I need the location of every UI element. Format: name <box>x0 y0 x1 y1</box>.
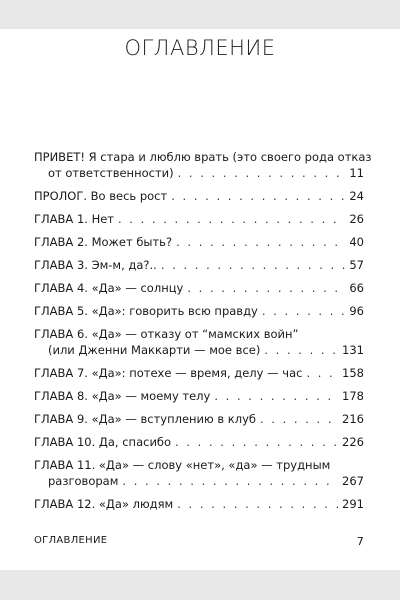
toc-entry-line2: (или Дженни Маккарти — мое все) <box>48 343 261 357</box>
toc-entry-privet <box>34 149 372 181</box>
dot-leader <box>264 342 338 358</box>
dot-leader <box>122 473 338 489</box>
toc-entry-line2: от ответственности) <box>48 166 174 180</box>
dot-leader <box>161 257 346 273</box>
toc-entry-line2: разговорам <box>48 474 119 488</box>
toc-entry-line1: ГЛАВА 6. «Да» — отказу от “мамских войн” <box>34 327 299 341</box>
toc-page-number: 40 <box>349 235 364 249</box>
toc-entry-chapter-4 <box>34 280 364 296</box>
dot-leader <box>171 188 345 204</box>
toc-entry-chapter-3 <box>34 257 364 273</box>
toc-entry-chapter-12 <box>34 496 364 512</box>
toc-entry-chapter-7 <box>34 365 364 381</box>
dot-leader <box>187 280 345 296</box>
toc-page-number: 57 <box>349 258 364 272</box>
toc-page-number: 291 <box>342 497 364 511</box>
toc-entry-label: ГЛАВА 8. «Да» — моему телу <box>34 389 211 403</box>
dot-leader <box>178 165 346 181</box>
toc-entry-label: ГЛАВА 2. Может быть? <box>34 235 173 249</box>
toc-page-number: 216 <box>342 412 364 426</box>
dot-leader <box>306 365 338 381</box>
toc-entry-line1: ГЛАВА 11. «Да» — слову «нет», «да» — трудным <box>34 458 331 472</box>
toc-entry-chapter-8 <box>34 388 364 404</box>
toc-entry-label: ГЛАВА 5. «Да»: говорить всю правду <box>34 304 258 318</box>
toc-entry-chapter-1 <box>34 211 364 227</box>
toc-entry-chapter-2 <box>34 234 364 250</box>
toc-entry-chapter-6 <box>34 326 364 358</box>
toc-page-number: 226 <box>342 435 364 449</box>
toc-page-number: 66 <box>349 281 364 295</box>
toc-page-number: 158 <box>342 366 364 380</box>
toc-page-number: 131 <box>342 343 364 357</box>
toc-page-number: 26 <box>349 212 364 226</box>
dot-leader <box>260 411 338 427</box>
toc-page-number: 267 <box>342 474 364 488</box>
toc-page-number: 11 <box>349 166 364 180</box>
toc-entry-chapter-10 <box>34 434 364 450</box>
toc-entry-chapter-5 <box>34 303 364 319</box>
dot-leader <box>214 388 338 404</box>
book-page <box>0 29 400 570</box>
dot-leader <box>262 303 346 319</box>
toc-entry-label: ГЛАВА 4. «Да» — солнцу <box>34 281 184 295</box>
dot-leader <box>176 234 345 250</box>
page-title: ОГЛАВЛЕНИЕ <box>124 36 276 60</box>
page-number: 7 <box>356 535 364 548</box>
toc-entry-prologue <box>34 188 364 204</box>
dot-leader <box>177 496 338 512</box>
toc-page-number: 96 <box>349 304 364 318</box>
dot-leader <box>175 434 338 450</box>
page-footer <box>34 535 364 548</box>
toc-entry-label: ГЛАВА 12. «Да» людям <box>34 497 174 511</box>
toc-entry-label: ГЛАВА 1. Нет <box>34 212 114 226</box>
toc-page-number: 24 <box>349 189 364 203</box>
toc-entry-label: ГЛАВА 3. Эм-м, да?.. <box>34 258 157 272</box>
toc-entry-chapter-9 <box>34 411 364 427</box>
toc-entry-label: ГЛАВА 10. Да, спасибо <box>34 435 172 449</box>
running-footer-section: ОГЛАВЛЕНИЕ <box>34 535 108 546</box>
toc-entry-line1: ПРИВЕТ! Я стара и люблю врать (это своего рода отказ <box>34 150 372 164</box>
toc-entry-label: ГЛАВА 9. «Да» — вступлению в клуб <box>34 412 256 426</box>
toc-entry-label: ПРОЛОГ. Во весь рост <box>34 189 168 203</box>
toc-entry-chapter-11 <box>34 457 364 489</box>
toc-page-number: 178 <box>342 389 364 403</box>
toc-entry-label: ГЛАВА 7. «Да»: потехе — время, делу — час <box>34 366 303 380</box>
dot-leader <box>118 211 345 227</box>
table-of-contents <box>34 149 372 519</box>
